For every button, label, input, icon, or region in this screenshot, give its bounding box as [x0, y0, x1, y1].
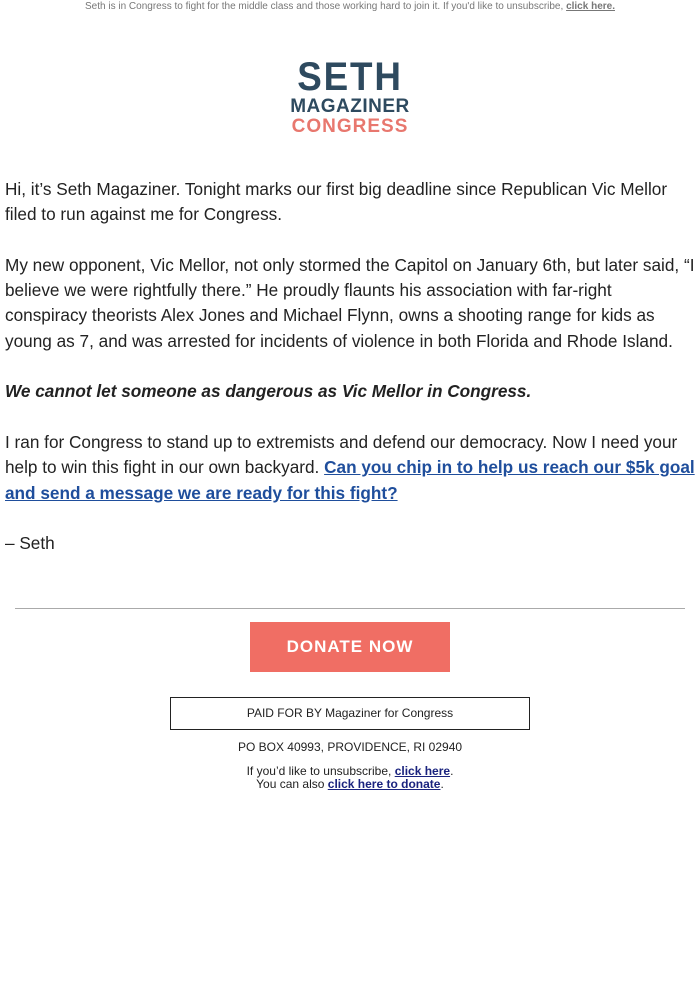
signoff: – Seth — [5, 533, 55, 554]
donate-link[interactable]: click here to donate — [327, 777, 441, 791]
paid-for-disclaimer: PAID FOR BY Magaziner for Congress — [170, 697, 530, 730]
preheader-text: Seth is in Congress to fight for the middle class and those working hard to join it. If you'd like to unsubscribe, — [85, 1, 564, 12]
donate-line — [0, 778, 700, 791]
logo-line-congress: CONGRESS — [291, 116, 409, 137]
chip-in-link[interactable]: Can you chip in to help us reach our $5k goal and send a message we are ready for this fight? — [5, 457, 695, 503]
unsubscribe-prefix: If you’d like to unsubscribe, — [246, 764, 392, 778]
ask-text: I ran for Congress to stand up to extremists and defend our democracy. Now I need your help to win this fight in our own backyard. — [5, 431, 678, 478]
paragraph-ask — [5, 430, 695, 506]
email-body — [5, 177, 695, 582]
footer-links — [0, 765, 700, 791]
donate-now-button[interactable]: DONATE NOW — [250, 622, 450, 672]
paragraph-intro: Hi, it’s Seth Magaziner. Tonight marks our first big deadline since Republican Vic Mellor filed to run against me for Congress. — [5, 179, 668, 225]
mailing-address: PO BOX 40993, PROVIDENCE, RI 02940 — [237, 740, 463, 754]
paragraph-emphasis: We cannot let someone as dangerous as Vic Mellor in Congress. — [5, 381, 532, 402]
divider — [15, 608, 685, 609]
seth-magaziner-logo — [0, 55, 700, 137]
preheader-unsubscribe-link[interactable]: click here. — [566, 1, 615, 12]
paragraph-opponent: My new opponent, Vic Mellor, not only stormed the Capitol on January 6th, but later said, “I believe we were rightfully there.” He proudly flaunts his association with far-right conspiracy theorists Alex Jones and Michael Flynn, owns a shooting range for kids as young as 7, and was arrested for incidents of violence in both Florida and Rhode Island. — [5, 254, 695, 351]
donate-suffix: . — [440, 777, 444, 791]
logo-line-seth: SETH — [297, 55, 403, 99]
donate-prefix: You can also — [256, 777, 325, 791]
unsubscribe-link[interactable]: click here — [394, 764, 451, 778]
unsubscribe-suffix: . — [450, 764, 454, 778]
preheader — [0, 1, 700, 13]
logo-line-magaziner: MAGAZINER — [290, 96, 410, 117]
